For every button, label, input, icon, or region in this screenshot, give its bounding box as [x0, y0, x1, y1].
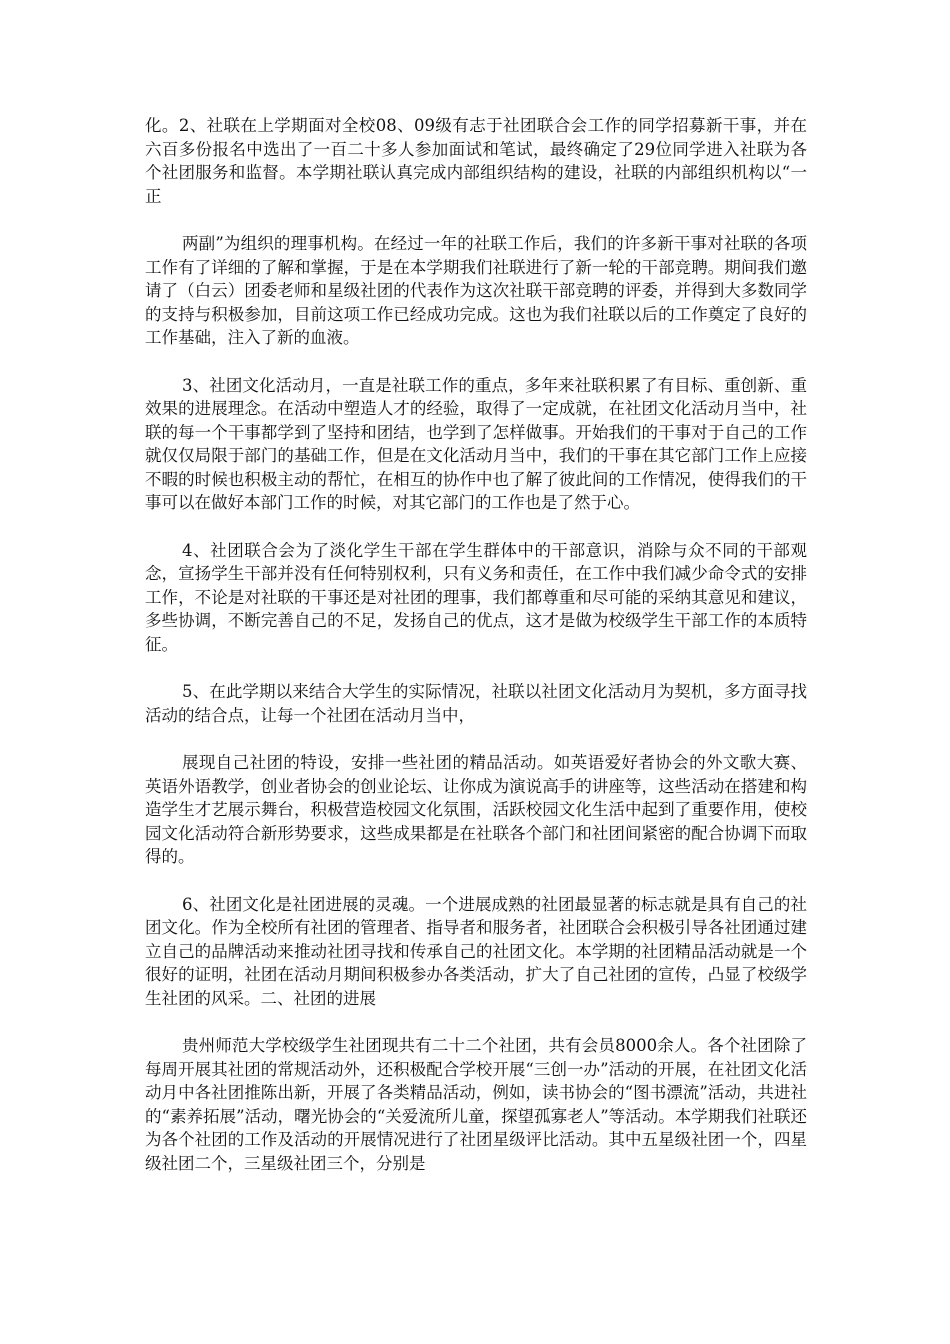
document-body: [145, 114, 807, 1199]
paragraph-1: 化。2、社联在上学期面对全校08、09级有志于社团联合会工作的同学招募新干事，并在六百多份报名中选出了一百二十多人参加面试和笔试，最终确定了29位同学进入社联为各个社团服务和监督。本学期社联认真完成内部组织结构的建设，社联的内部组织机构以“一正: [145, 116, 807, 206]
paragraph-3: 3、社团文化活动月，一直是社联工作的重点，多年来社联积累了有目标、重创新、重效果的进展理念。在活动中塑造人才的经验，取得了一定成就，在社团文化活动月当中，社联的每一个干事都学到了坚持和团结，也学到了怎样做事。开始我们的干事对于自己的工作就仅仅局限于部门的基础工作，但是在文化活动月当中，我们的干事在其它部门工作上应接不暇的时候也积极主动的帮忙，在相互的协作中也了解了彼此间的工作情况，使得我们的干事可以在做好本部门工作的时候，对其它部门的工作也是了然于心。: [145, 375, 807, 512]
paragraph-2: 两副”为组织的理事机构。在经过一年的社联工作后，我们的许多新干事对社联的各项工作有了详细的了解和掌握，于是在本学期我们社联进行了新一轮的干部竞聘。期间我们邀请了（白云）团委老师和星级社团的代表作为这次社联干部竞聘的评委，并得到大多数同学的支持与积极参加，目前这项工作已经成功完成。这也为我们社联以后的工作奠定了良好的工作基础，注入了新的血液。: [145, 234, 807, 347]
paragraph-7: 6、社团文化是社团进展的灵魂。一个进展成熟的社团最显著的标志就是具有自己的社团文化。作为全校所有社团的管理者、指导者和服务者，社团联合会积极引导各社团通过建立自己的品牌活动来推动社团寻找和传承自己的社团文化。本学期的社团精品活动就是一个很好的证明，社团在活动月期间积极参办各类活动，扩大了自己社团的宣传，凸显了校级学生社团的风采。二、社团的进展: [145, 894, 807, 1008]
paragraph-4: 4、社团联合会为了淡化学生干部在学生群体中的干部意识，消除与众不同的干部观念，宣扬学生干部并没有任何特别权利，只有义务和责任，在工作中我们减少命令式的安排工作，不论是对社联的干事还是对社团的理事，我们都尊重和尽可能的采纳其意见和建议，多些协调，不断完善自己的不足，发扬自己的优点，这才是做为校级学生干部工作的本质特征。: [145, 540, 807, 654]
paragraph-6: 展现自己社团的特设，安排一些社团的精品活动。如英语爱好者协会的外文歌大赛、英语外语教学，创业者协会的创业论坛、让你成为演说高手的讲座等，这些活动在搭建和构造学生才艺展示舞台，积极营造校园文化氛围，活跃校园文化生活中起到了重要作用，使校园文化活动符合新形势要求，这些成果都是在社联各个部门和社团间紧密的配合协调下而取得的。: [145, 753, 807, 866]
paragraph-5: 5、在此学期以来结合大学生的实际情况，社联以社团文化活动月为契机，多方面寻找活动的结合点，让每一个社团在活动月当中，: [145, 682, 807, 725]
paragraph-8: 贵州师范大学校级学生社团现共有二十二个社团，共有会员8000余人。各个社团除了每周开展其社团的常规活动外，还积极配合学校开展“三创一办”活动的开展，在社团文化活动月中各社团推陈出新，开展了各类精品活动，例如，读书协会的“图书漂流”活动，共进社的“素养拓展”活动，曙光协会的“关爱流所儿童，探望孤寡老人”等活动。本学期我们社联还为各个社团的工作及活动的开展情况进行了社团星级评比活动。其中五星级社团一个，四星级社团二个，三星级社团三个，分别是: [145, 1036, 807, 1173]
